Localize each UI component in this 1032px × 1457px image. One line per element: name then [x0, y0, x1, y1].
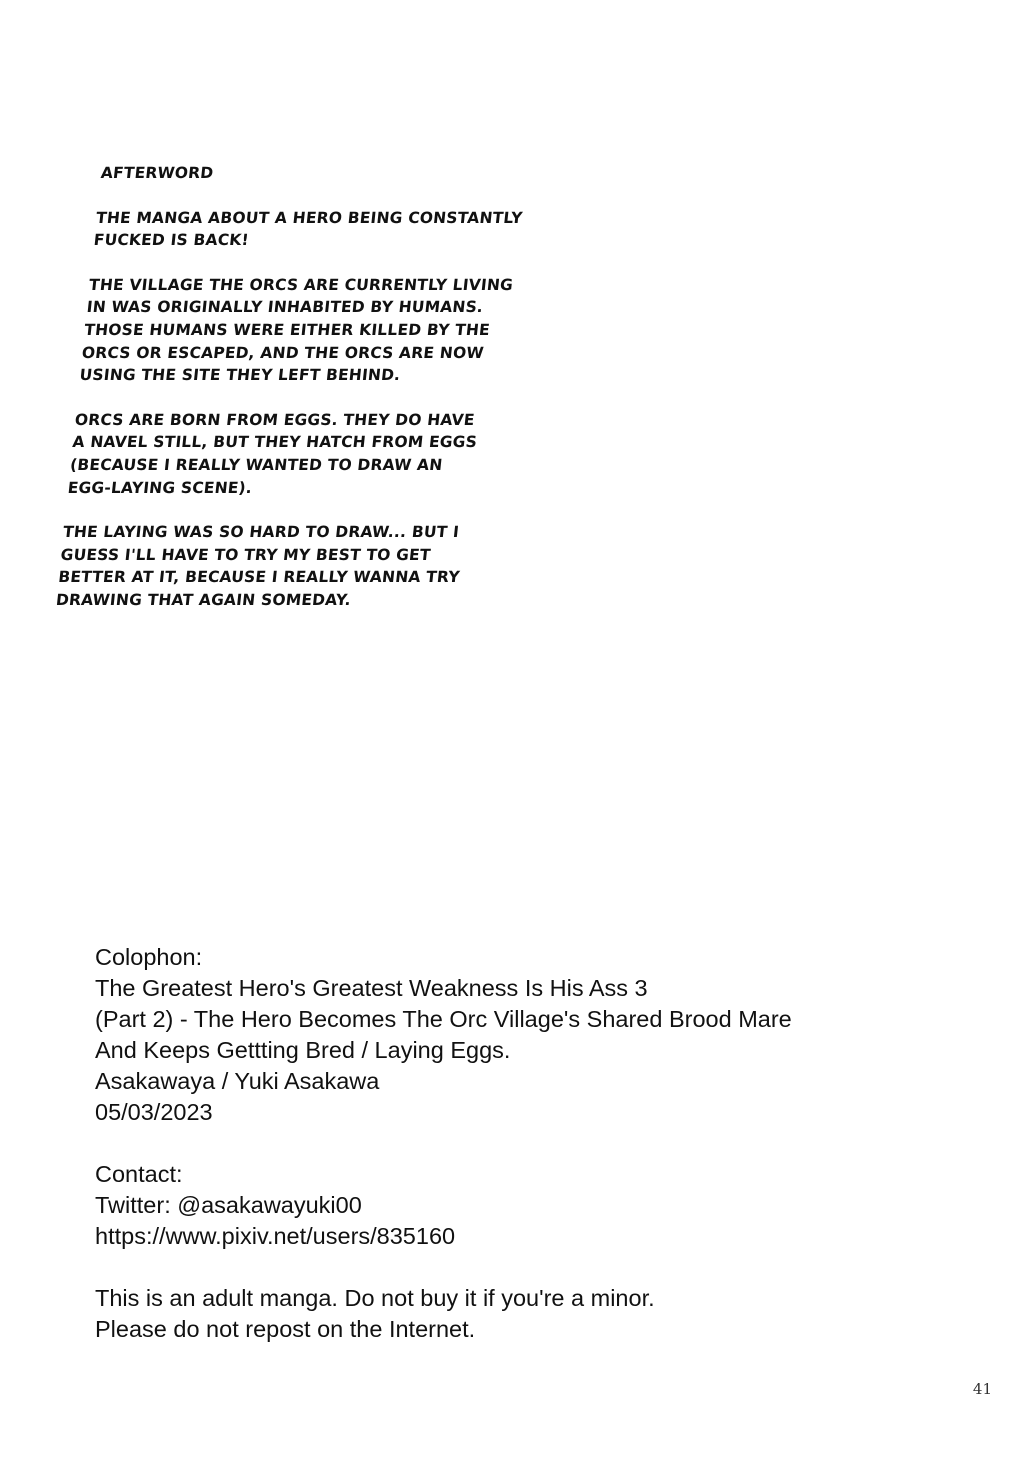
afterword-line: ORCS OR ESCAPED, AND THE ORCS ARE NOW: [81, 343, 485, 362]
afterword-heading-text: AFTERWORD: [99, 164, 215, 182]
colophon-title-line: The Greatest Hero's Greatest Weakness Is His Ass 3: [95, 975, 648, 1001]
afterword-paragraph-4: [55, 521, 584, 611]
afterword-line: DRAWING THAT AGAIN SOMEDAY.: [55, 590, 352, 609]
afterword-section: [52, 162, 622, 634]
afterword-paragraph-3: [67, 409, 596, 499]
colophon-title-line: (Part 2) - The Hero Becomes The Orc Village's Shared Brood Mare: [95, 1006, 792, 1032]
afterword-line: THE LAYING WAS SO HARD TO DRAW... BUT I: [62, 523, 460, 542]
contact-twitter: Twitter: @asakawayuki00: [95, 1192, 362, 1218]
notice-repost: Please do not repost on the Internet.: [95, 1316, 476, 1342]
colophon-date: 05/03/2023: [95, 1099, 213, 1125]
afterword-line: GUESS I'LL HAVE TO TRY MY BEST TO GET: [59, 545, 432, 564]
afterword-line: BETTER AT IT, BECAUSE I REALLY WANNA TRY: [57, 568, 461, 587]
afterword-line: IN WAS ORIGINALLY INHABITED BY HUMANS.: [85, 298, 484, 317]
notice-adult: This is an adult manga. Do not buy it if you're a minor.: [95, 1285, 655, 1311]
afterword-line: FUCKED IS BACK!: [92, 231, 250, 250]
contact-pixiv-url: https://www.pixiv.net/users/835160: [95, 1223, 456, 1249]
afterword-line: THE MANGA ABOUT A HERO BEING CONSTANTLY: [95, 208, 524, 227]
notice-block: [95, 1283, 955, 1345]
contact-label: Contact:: [95, 1161, 183, 1187]
colophon-block: [95, 942, 955, 1128]
afterword-paragraph-2: [78, 274, 610, 387]
afterword-line: THOSE HUMANS WERE EITHER KILLED BY THE: [83, 320, 491, 339]
afterword-line: USING THE SITE THEY LEFT BEHIND.: [78, 366, 402, 385]
colophon-author: Asakawaya / Yuki Asakawa: [95, 1068, 380, 1094]
afterword-heading: [100, 162, 622, 185]
colophon-label: Colophon:: [95, 944, 203, 970]
colophon-title-line: And Keeps Gettting Bred / Laying Eggs.: [95, 1037, 511, 1063]
contact-block: [95, 1159, 955, 1252]
afterword-line: EGG-LAYING SCENE).: [66, 478, 253, 497]
afterword-line: ORCS ARE BORN FROM EGGS. THEY DO HAVE: [73, 410, 476, 429]
colophon-section: [95, 942, 955, 1376]
afterword-line: (BECAUSE I REALLY WANTED TO DRAW AN: [69, 455, 444, 474]
afterword-paragraph-1: [93, 207, 618, 252]
page-number: 41: [972, 1380, 992, 1398]
afterword-line: THE VILLAGE THE ORCS ARE CURRENTLY LIVING: [88, 275, 514, 294]
afterword-line: A NAVEL STILL, BUT THEY HATCH FROM EGGS: [71, 433, 478, 452]
